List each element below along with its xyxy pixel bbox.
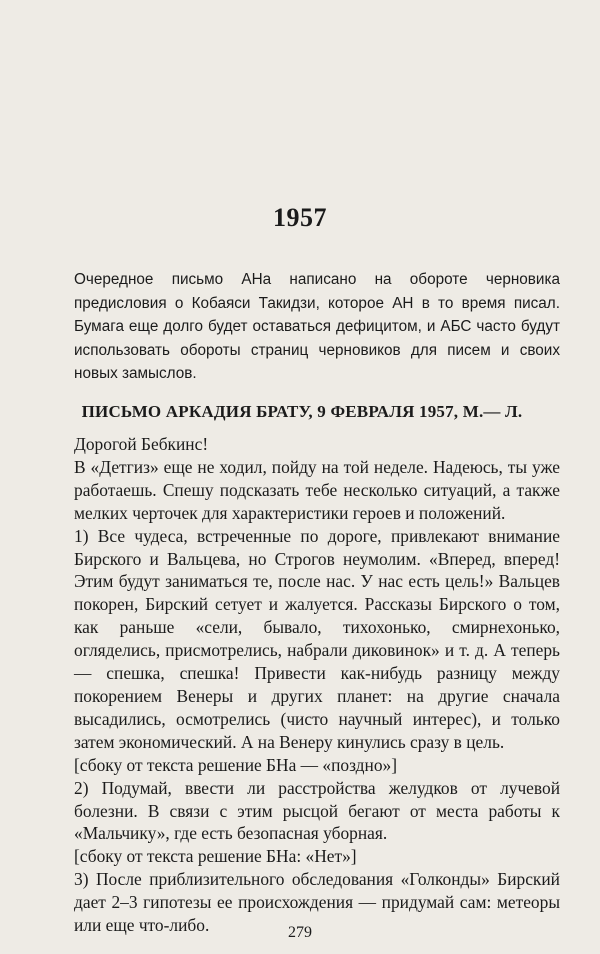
- editor-note-1: [сбоку от текста решение БНа — «поздно»]: [74, 754, 397, 775]
- intro-paragraph: Очередное письмо АНа написано на обороте черновика предисловия о Кобаяси Такидзи, которое АН в то время писал. Бумага еще долго будет оставаться дефицитом, и АБС часто будут использовать обороты страниц черновиков для писем и своих новых замыслов.: [74, 271, 560, 383]
- letter-paragraph-2: 1) Все чудеса, встреченные по дороге, привлекают внимание Бирского и Вальцева, но Строгов неумолим. «Вперед, вперед! Этим будут заниматься те, после нас. У нас есть цель!» Вальцев покорен, Бирский сетует и жалуется. Рассказы Бирского о том, как раньше «сели, бывало, тихохонько, смирнехонько, огляделись, присмотрелись, набрали диковинок» и т. д. А теперь — спешка, спешка! Привести как-нибудь разницу между покорением Венеры и других планет: на другие сначала высадились, осмотрелись (чисто научный интерес), и только затем экономический. А на Венеру кинулись сразу в цель.: [74, 525, 560, 752]
- letter-greeting: Дорогой Бебкинс!: [74, 434, 209, 454]
- year-heading: 1957: [273, 203, 327, 232]
- letter-paragraph-4: 3) После приблизительного обследования «Голконды» Бирский дает 2–3 гипотезы ее происхождения — придумай сам: метеоры или еще что-либо.: [74, 869, 560, 936]
- letter-paragraph-3: 2) Подумай, ввести ли расстройства желудков от лучевой болезни. В связи с этим рысцой бегают от места работы к «Мальчику», где есть безопасная уборная.: [74, 777, 560, 844]
- letter-heading: ПИСЬМО АРКАДИЯ БРАТУ, 9 ФЕВРАЛЯ 1957, М.— Л.: [81, 402, 523, 421]
- letter-body: [74, 433, 560, 937]
- page-number: 279: [288, 924, 312, 941]
- letter-paragraph-1: В «Детгиз» еще не ходил, пойду на той неделе. Надеюсь, ты уже работаешь. Спешу подсказать тебе несколько ситуаций, а также мелких черточек для характеристики героев и положений.: [74, 456, 560, 523]
- editor-note-2: [сбоку от текста решение БНа: «Нет»]: [74, 846, 357, 867]
